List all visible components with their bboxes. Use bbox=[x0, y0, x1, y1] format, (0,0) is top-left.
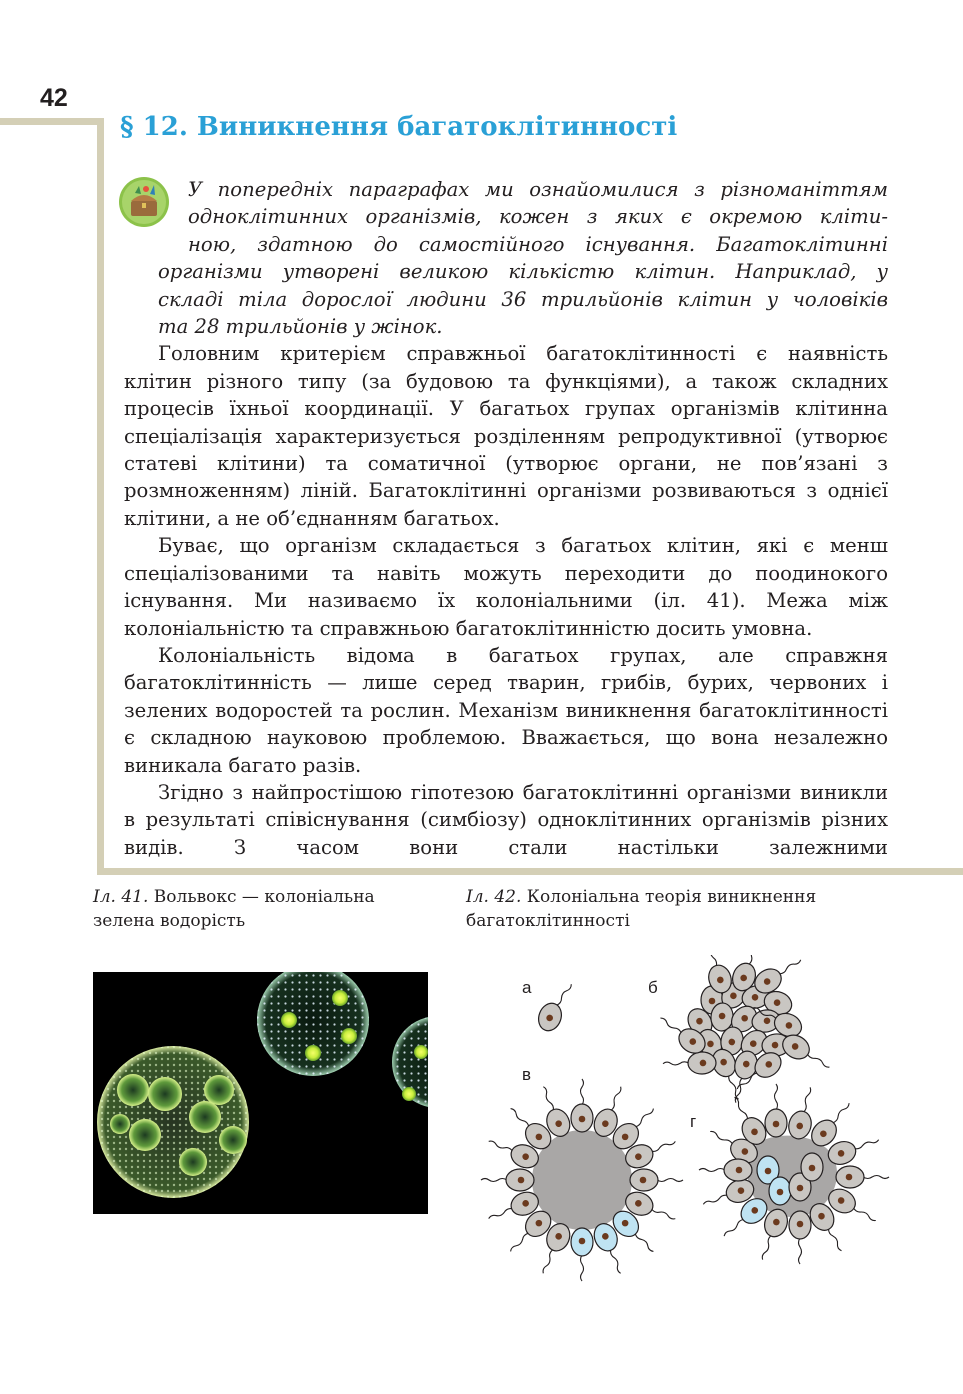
body-paragraph: Згідно з найпростішою гіпотезою багатоклітинні організми виникли в результаті співіснування (симбіозу) одноклітинних організмів різних видів. З часом вони стали настільки залежними bbox=[124, 780, 888, 859]
somatic-cell bbox=[571, 1079, 593, 1132]
frame-left-rule bbox=[97, 118, 104, 875]
somatic-cell bbox=[698, 955, 735, 996]
panel-label-b: б bbox=[648, 978, 658, 997]
somatic-cell bbox=[630, 1169, 683, 1191]
body-paragraph: Буває, що організм складається з багатьох клітин, які є менш спеціалізованими та навіть можуть переходити до поодинокого існування. Ми називаємо їх колоніальними (іл. 41). Межа між колоніальністю та справжньою багатоклітинністю досить умовна. bbox=[124, 534, 888, 640]
caption-text: Колоніальна теорія виникнення багатоклітинності bbox=[466, 887, 817, 931]
somatic-cell bbox=[699, 1159, 752, 1181]
intro-line: складі тіла дорослої людини 36 трильйонів клітин у чоловіків bbox=[158, 287, 888, 311]
single-cell-a bbox=[535, 977, 574, 1034]
figure-42-caption bbox=[466, 885, 890, 933]
panel-label-g: г bbox=[690, 1112, 697, 1131]
figure-number: Іл. 42. bbox=[466, 887, 522, 907]
intro-line: та 28 трильйонів у жінок. bbox=[158, 315, 443, 339]
intro-line: організми утворені великою кількістю клітин. Наприклад, у bbox=[158, 260, 888, 284]
somatic-cell bbox=[778, 1030, 835, 1076]
figure-number: Іл. 41. bbox=[93, 887, 149, 907]
somatic-cell bbox=[836, 1166, 889, 1188]
section-title: § 12. Виникнення багатоклітинності bbox=[120, 112, 678, 142]
germ-cell bbox=[769, 1177, 791, 1205]
cell-cluster-b bbox=[654, 955, 835, 1106]
somatic-cell bbox=[765, 1084, 787, 1137]
somatic-cell bbox=[725, 1092, 771, 1149]
hollow-colony-v bbox=[481, 1079, 683, 1281]
colonial-theory-diagram bbox=[462, 955, 902, 1285]
intro-line: ною, здатною до самостійного існування. Багатоклітинні bbox=[188, 232, 888, 256]
body-paragraph: Головним критерієм справжньої багатоклітинності є наявність клітин різного типу (за будовою та функціями), а також складних процесів їхньої координації. У багатьох групах організмів клітинна спеціалізація характеризується розділенням репродуктивної (утворює статеві клітини) та соматичної (утворює органи, не пов’язані з розмноженням) ліній. Багатоклітинні організми розвиваються з однієї клітини, а не об’єднанням багатьох. bbox=[124, 342, 888, 530]
intro-line: одноклітинних організмів, кожен з яких є окремою кліти- bbox=[188, 205, 888, 229]
body-paragraph: Колоніальність відома в багатьох групах, але справжня багатоклітинність — лише серед тварин, грибів, бурих, червоних і зелених водоростей та рослин. Механізм виникнення багатоклітинності є складною науковою проблемою. Вважається, що вона незалежно виникала багато разів. bbox=[124, 643, 888, 777]
germ-cell bbox=[571, 1228, 593, 1281]
panel-label-a: а bbox=[522, 978, 532, 997]
volvox-photo bbox=[93, 972, 428, 1214]
somatic-cell bbox=[663, 1052, 716, 1075]
caption-text: Вольвокс — колоніальна зелена водорість bbox=[93, 887, 375, 931]
multicellular-g bbox=[699, 1084, 889, 1264]
body-text bbox=[124, 176, 888, 861]
page-number: 42 bbox=[40, 84, 68, 112]
somatic-cell bbox=[801, 1153, 823, 1181]
intro-paragraph bbox=[124, 176, 888, 340]
frame-top-rule bbox=[0, 118, 104, 125]
intro-line: У попередніх параграфах ми ознайомилися з різноманіттям bbox=[188, 178, 888, 201]
somatic-cell bbox=[481, 1169, 534, 1191]
figure-41-caption bbox=[93, 885, 428, 933]
somatic-cell bbox=[789, 1211, 811, 1264]
panel-label-v: в bbox=[522, 1065, 532, 1084]
frame-bottom-rule bbox=[97, 868, 963, 875]
